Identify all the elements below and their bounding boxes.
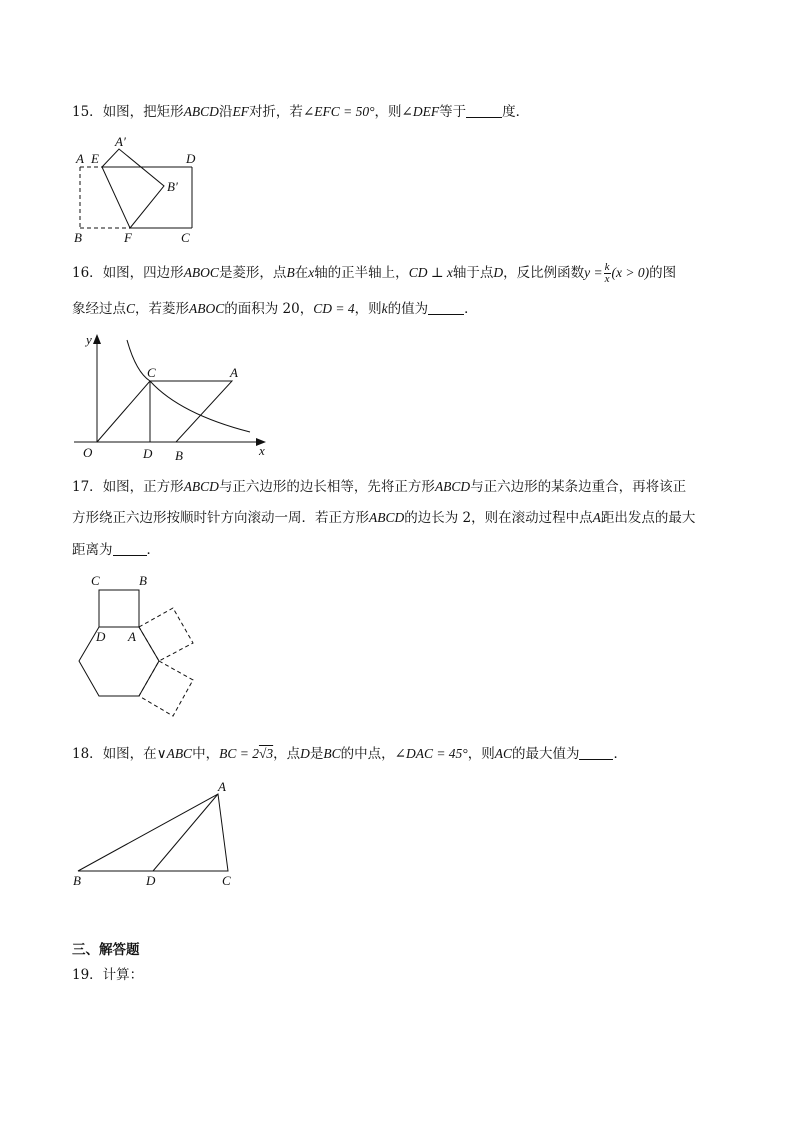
label-C: C — [181, 230, 190, 245]
question-15-text: 15．如图，把矩形ABCD沿EF对折，若∠EFC = 50°，则∠DEF等于 度． — [72, 104, 530, 120]
label-C: C — [91, 573, 100, 588]
label-B: B — [175, 448, 183, 463]
label-B: B — [73, 873, 81, 888]
sqrt-3: √3 — [258, 746, 274, 761]
label-D: D — [143, 446, 153, 461]
question-16-line-2: 象经过点C，若菱形ABOC的面积为 20，CD = 4，则k的值为 ． — [72, 301, 478, 317]
label-F: F — [124, 230, 132, 245]
label-y: y — [86, 332, 92, 347]
label-C: C — [147, 365, 156, 380]
question-17-line-1: 17．如图，正方形ABCD与正六边形的边长相等，先将正方形ABCD与正六边形的某条边重合，再将该正 — [72, 479, 687, 495]
section-heading: 三、解答题 — [72, 942, 140, 958]
label-D: D — [186, 151, 196, 166]
label-D: D — [96, 629, 106, 644]
label-A: A — [76, 151, 84, 166]
label-C: C — [222, 873, 231, 888]
fraction-k-over-x: $\frac{k}{x}$ — [604, 261, 610, 285]
question-17-line-3: 距离为 ． — [72, 542, 160, 558]
question-17-line-2: 方形绕正六边形按顺时针方向滚动一周．若正方形ABCD的边长为 2，则在滚动过程中点A距出发点的最大 — [72, 510, 696, 526]
label-x: x — [259, 443, 265, 458]
label-B: B — [139, 573, 147, 588]
label-A: A — [230, 365, 238, 380]
question-16-line-1: 16．如图，四边形ABOC是菱形，点B在x轴的正半轴上，CD ⊥ x轴于点D，反比例函数y = $\frac{k}{x}$ (x > 0)的图 — [72, 261, 677, 285]
label-B: B — [74, 230, 82, 245]
label-A: A — [128, 629, 136, 644]
label-A: A — [218, 779, 226, 794]
question-19-text: 19．计算： — [72, 967, 144, 983]
label-E: E — [91, 151, 99, 166]
label-O: O — [83, 445, 93, 460]
label-A-prime: A′ — [115, 134, 126, 149]
label-B-prime: B′ — [167, 179, 178, 194]
label-D: D — [146, 873, 156, 888]
question-18-text: 18．如图，在∨ABC中，BC = 2√3，点D是BC的中点，∠DAC = 45°，则AC的最大值为 ． — [72, 746, 627, 762]
